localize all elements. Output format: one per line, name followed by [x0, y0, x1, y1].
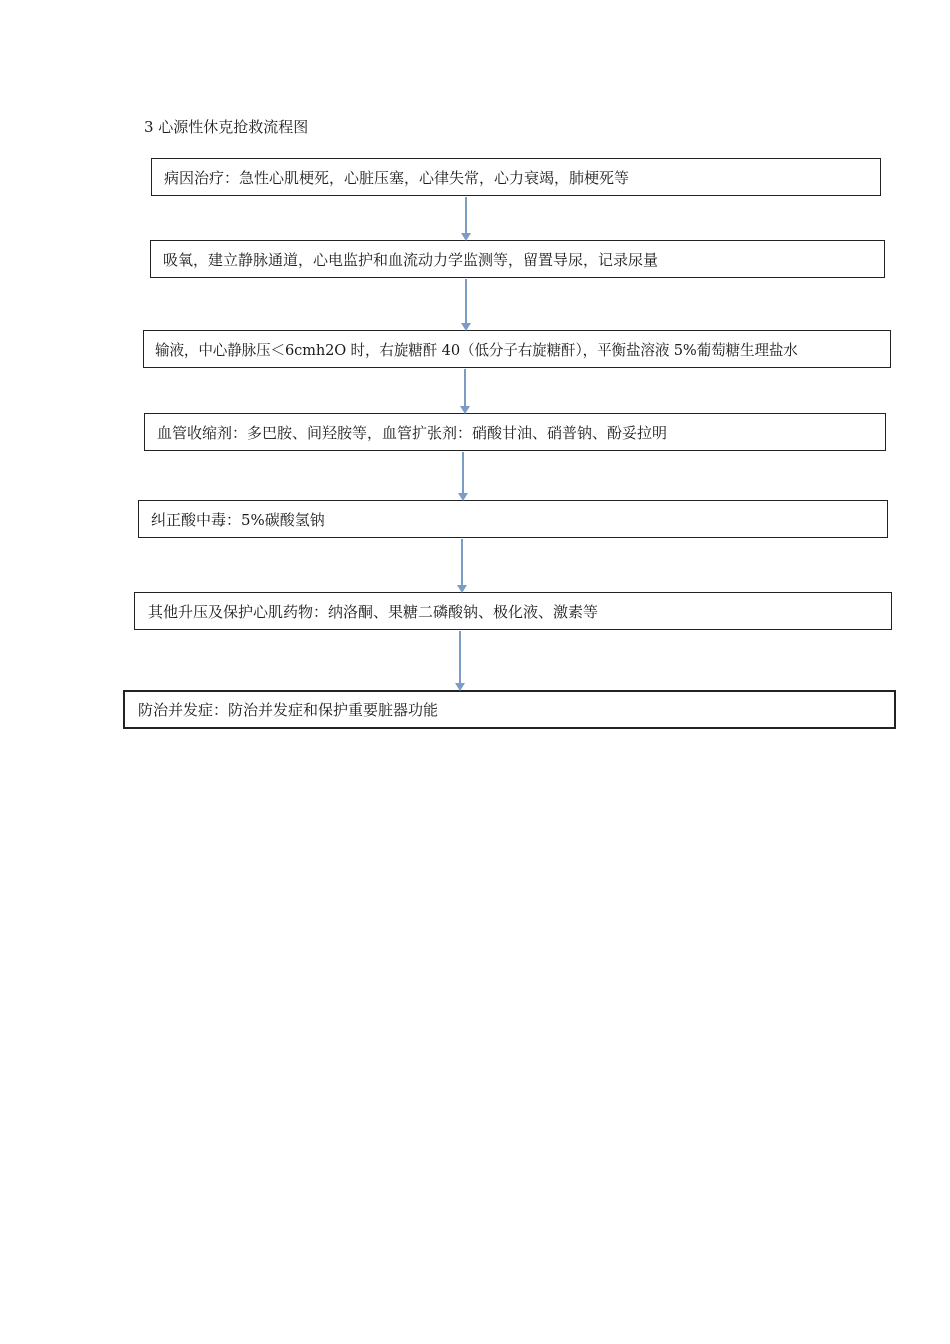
arrow-2-to-3 — [461, 279, 471, 331]
arrow-3-to-4 — [460, 369, 470, 414]
flow-step-prevent-complications — [123, 690, 896, 729]
arrow-6-to-7 — [455, 631, 465, 691]
flow-step-oxygen-monitoring — [150, 240, 885, 278]
flow-step-cause-treatment — [151, 158, 881, 196]
arrow-5-to-6 — [457, 539, 467, 593]
flow-step-text: 纠正酸中毒：5%碳酸氢钠 — [151, 510, 325, 529]
page-title: 3 心源性休克抢救流程图 — [144, 118, 309, 136]
flow-step-text: 输液，中心静脉压＜6cmh2O 时，右旋糖酐 40（低分子右旋糖酐），平衡盐溶液 5%葡萄糖生理盐水 — [155, 341, 798, 359]
flow-step-text: 病因治疗：急性心肌梗死，心脏压塞，心律失常，心力衰竭，肺梗死等 — [164, 168, 630, 187]
flow-step-text: 防治并发症：防治并发症和保护重要脏器功能 — [138, 701, 439, 719]
flow-step-text: 血管收缩剂：多巴胺、间羟胺等，血管扩张剂：硝酸甘油、硝普钠、酚妥拉明 — [157, 423, 668, 442]
flow-step-vasoactive-drugs — [144, 413, 886, 451]
flow-step-correct-acidosis — [138, 500, 888, 538]
flow-step-myocardial-protection — [134, 592, 892, 630]
flow-step-text: 其他升压及保护心肌药物：纳洛酮、果糖二磷酸钠、极化液、激素等 — [148, 602, 599, 621]
arrow-4-to-5 — [458, 452, 468, 501]
arrow-1-to-2 — [461, 197, 471, 241]
flow-step-text: 吸氧，建立静脉通道，心电监护和血流动力学监测等，留置导尿，记录尿量 — [163, 250, 659, 269]
flow-step-fluid-infusion — [143, 330, 891, 368]
